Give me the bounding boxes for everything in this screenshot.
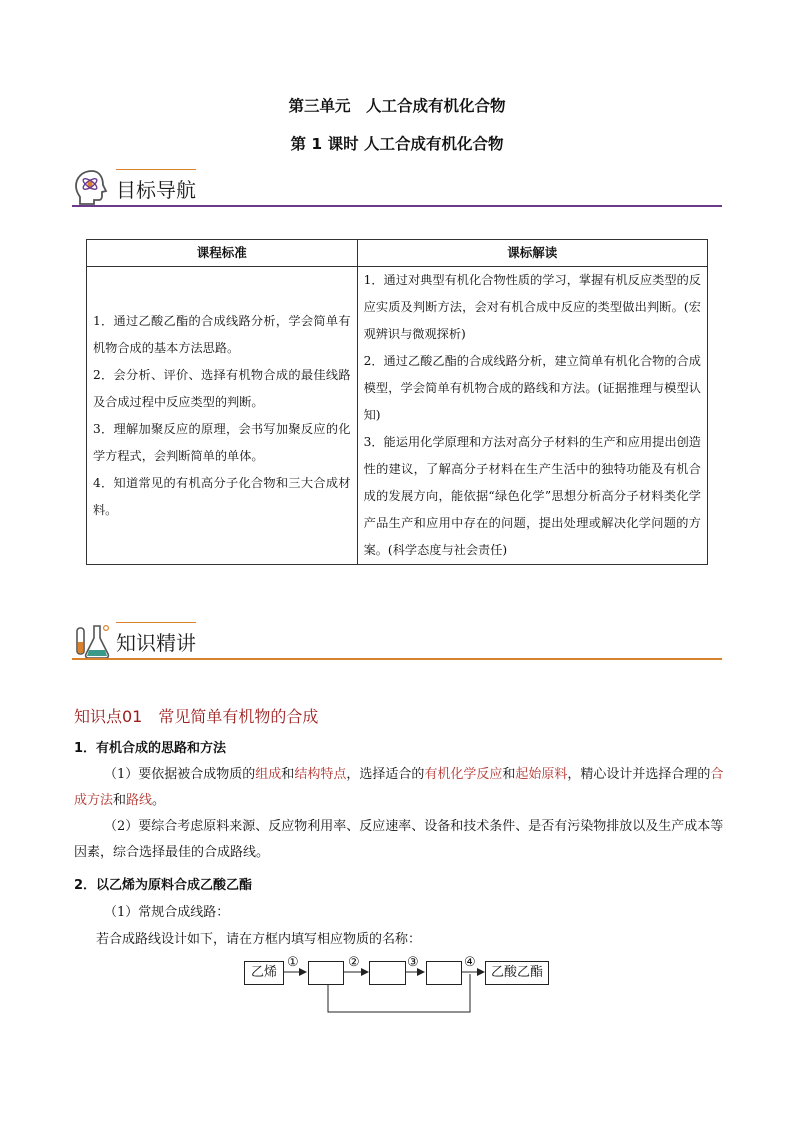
flow-step-label: ④ xyxy=(464,955,476,970)
interpretation-item: 2．通过乙酸乙酯的合成线路分析，建立简单有机化合物的合成模型，学会简单有机物合成的路线和方法。(证据推理与模型认知) xyxy=(363,354,701,422)
flow-step-label: ③ xyxy=(407,955,419,970)
section-goals-topline xyxy=(116,169,196,170)
standard-item: 2．会分析、评价、选择有机物合成的最佳线路及合成过程中反应类型的判断。 xyxy=(93,367,351,409)
paragraph-2: （2）要综合考虑原料来源、反应物利用率、反应速率、设备和技术条件、是否有污染物排放以及生产成本等因素，综合选择最佳的合成路线。 xyxy=(74,819,724,860)
flow-start-box: 乙烯 xyxy=(244,961,284,985)
standards-table xyxy=(86,239,708,565)
interpretation-item: 3．能运用化学原理和方法对高分子材料的生产和应用提出创造性的建议，了解高分子材料在生产生活中的独特功能及有机合成的发展方向，能依据“绿色化学”思想分析高分子材料类化学产品生产和应用中存在的问题，提出处理或解决化学问题的方案。(科学态度与社会责任) xyxy=(363,435,701,557)
section-knowledge-divider xyxy=(72,658,722,660)
subheading-synthesis: 2．以乙烯为原料合成乙酸乙酯 xyxy=(74,878,253,893)
flow-end-box: 乙酸乙酯 xyxy=(485,961,549,985)
section-goals-divider xyxy=(72,205,722,207)
subsection-label: （1）常规合成线路： xyxy=(104,905,230,920)
flow-blank-box-1[interactable] xyxy=(308,961,344,985)
head-atom-icon xyxy=(72,167,112,207)
flow-step-label: ① xyxy=(287,955,299,970)
standard-item: 1．通过乙酸乙酯的合成线路分析，学会简单有机物合成的基本方法思路。 xyxy=(93,313,351,355)
unit-title: 第三单元 人工合成有机化合物 xyxy=(288,97,506,115)
method-paragraphs xyxy=(74,762,724,866)
section-goals-header xyxy=(72,167,722,207)
flow-blank-box-3[interactable] xyxy=(426,961,462,985)
subheading-method: 1．有机合成的思路和方法 xyxy=(74,741,227,756)
standard-item: 4．知道常见的有机高分子化合物和三大合成材料。 xyxy=(93,475,351,517)
standards-right-cell xyxy=(357,267,707,565)
lesson-title: 第 1 课时 人工合成有机化合物 xyxy=(290,135,504,153)
section-knowledge-topline xyxy=(116,622,196,623)
section-goals-label: 目标导航 xyxy=(116,178,196,202)
table-header-standard: 课程标准 xyxy=(87,240,358,267)
section-knowledge-header xyxy=(72,620,722,660)
standards-left-cell xyxy=(87,267,358,565)
flow-step-label: ② xyxy=(348,955,360,970)
lab-flask-icon xyxy=(72,620,112,660)
knowledge-point-title: 知识点01 常见简单有机物的合成 xyxy=(74,707,319,726)
paragraph-1: （1）要依据被合成物质的组成和结构特点，选择适合的有机化学反应和起始原料，精心设计并选择合理的合成方法和路线。 xyxy=(74,767,724,808)
section-knowledge-label: 知识精讲 xyxy=(116,631,196,655)
standard-item: 3．理解加聚反应的原理，会书写加聚反应的化学方程式，会判断简单的单体。 xyxy=(93,421,351,463)
flow-blank-box-2[interactable] xyxy=(369,961,406,985)
instruction-text: 若合成路线设计如下，请在方框内填写相应物质的名称： xyxy=(96,932,422,947)
table-header-interpretation: 课标解读 xyxy=(357,240,707,267)
interpretation-item: 1．通过对典型有机化合物性质的学习，掌握有机反应类型的反应实质及判断方法，会对有机合成中反应的类型做出判断。(宏观辨识与微观探析) xyxy=(363,273,701,341)
